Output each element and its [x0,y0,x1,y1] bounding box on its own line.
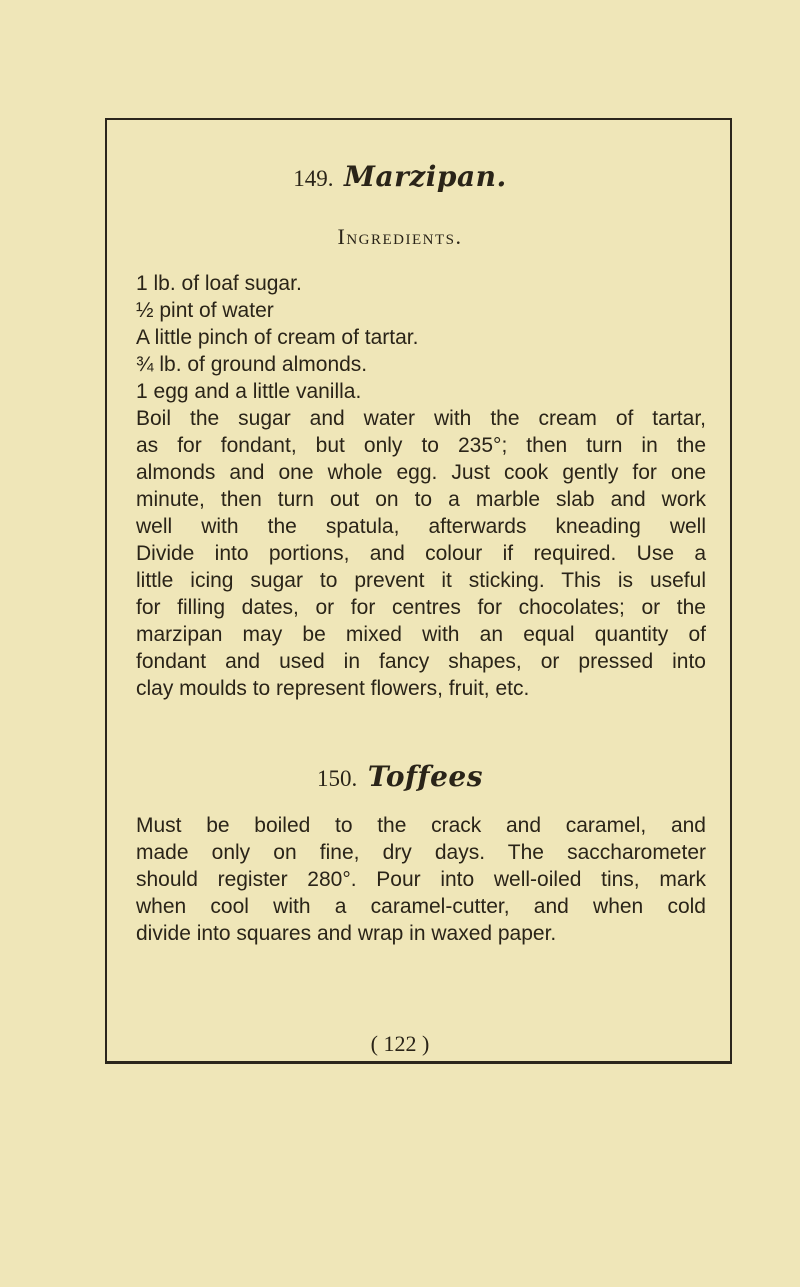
recipe-title: Marzipan. [343,160,507,193]
recipe-number: 149. [293,166,334,191]
ingredient-item: ½ pint of water [136,299,274,322]
marzipan-method-paragraph [136,405,706,702]
text-line: clay moulds to represent flowers, fruit, etc. [136,677,530,700]
ingredients-heading: Ingredients. [337,224,463,249]
ingredient-item: 1 lb. of loaf sugar. [136,272,302,295]
text-line: little icing sugar to prevent it sticking. This is useful [136,569,706,592]
text-line: Divide into portions, and colour if required. Use a [136,542,706,565]
recipe-heading-marzipan [0,160,800,193]
toffees-method-paragraph [136,812,706,947]
text-line: almonds and one whole egg. Just cook gently for one [136,461,706,484]
text-line: should register 280°. Pour into well-oiled tins, mark [136,868,706,891]
text-line: for filling dates, or for centres for chocolates; or the [136,596,706,619]
ingredient-item: 1 egg and a little vanilla. [136,380,362,403]
text-line: minute, then turn out on to a marble slab and work [136,488,706,511]
recipe-heading-toffees [0,760,800,793]
ingredient-item: A little pinch of cream of tartar. [136,326,419,349]
text-line: when cool with a caramel-cutter, and when cold [136,895,706,918]
page-number: ( 122 ) [370,1031,430,1056]
recipe-title: Toffees [367,760,483,793]
text-line: fondant and used in fancy shapes, or pressed into [136,650,706,673]
recipe-number: 150. [317,766,358,791]
text-line: as for fondant, but only to 235°; then turn in the [136,434,706,457]
ingredient-item: ¾ lb. of ground almonds. [136,353,368,376]
text-line: Boil the sugar and water with the cream of tartar, [136,407,706,430]
ingredients-list [136,270,418,405]
text-line: well with the spatula, afterwards kneading well [136,515,706,538]
text-line: divide into squares and wrap in waxed paper. [136,922,557,945]
text-line: Must be boiled to the crack and caramel, and [136,814,706,837]
text-line: made only on fine, dry days. The saccharometer [136,841,706,864]
text-line: marzipan may be mixed with an equal quantity of [136,623,706,646]
